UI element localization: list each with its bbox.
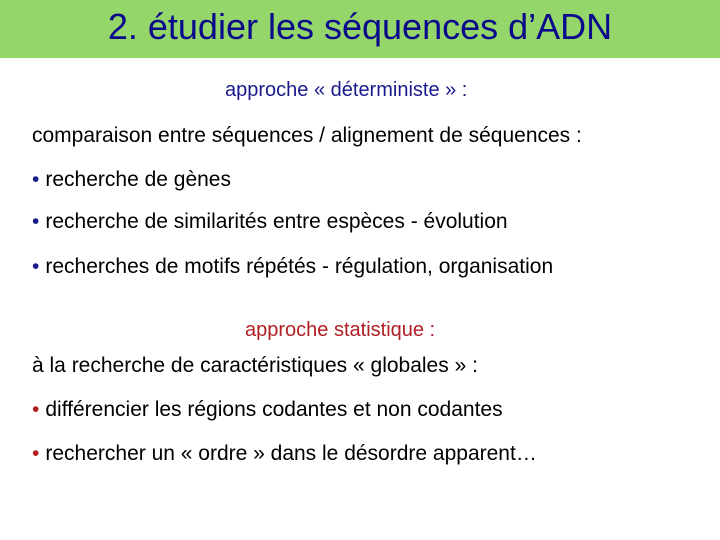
section1-heading: approche « déterministe » : [225,79,468,101]
bullet-marker: • [32,398,40,421]
section2-bullet-2 [32,441,537,467]
slide-title: 2. étudier les séquences d’ADN [107,6,613,47]
section1-intro: comparaison entre séquences / alignement de séquences : [32,124,582,147]
section2-intro: à la recherche de caractéristiques « globales » : [32,354,478,377]
bullet-text: recherche de similarités entre espèces - évolution [45,210,508,233]
bullet-marker: • [32,255,40,278]
bullet-marker: • [32,442,40,465]
bullet-text: différencier les régions codantes et non codantes [45,398,503,421]
section1-bullet-2 [32,209,508,235]
bullet-text: rechercher un « ordre » dans le désordre apparent… [45,442,537,465]
section2-bullet-1 [32,397,503,423]
section1-bullet-3 [32,254,553,280]
bullet-text: recherche de gènes [45,168,231,191]
bullet-text: recherches de motifs répétés - régulation, organisation [45,255,554,278]
bullet-marker: • [32,210,40,233]
section1-bullet-1 [32,167,231,193]
bullet-marker: • [32,168,40,191]
section2-heading: approche statistique : [245,319,436,341]
